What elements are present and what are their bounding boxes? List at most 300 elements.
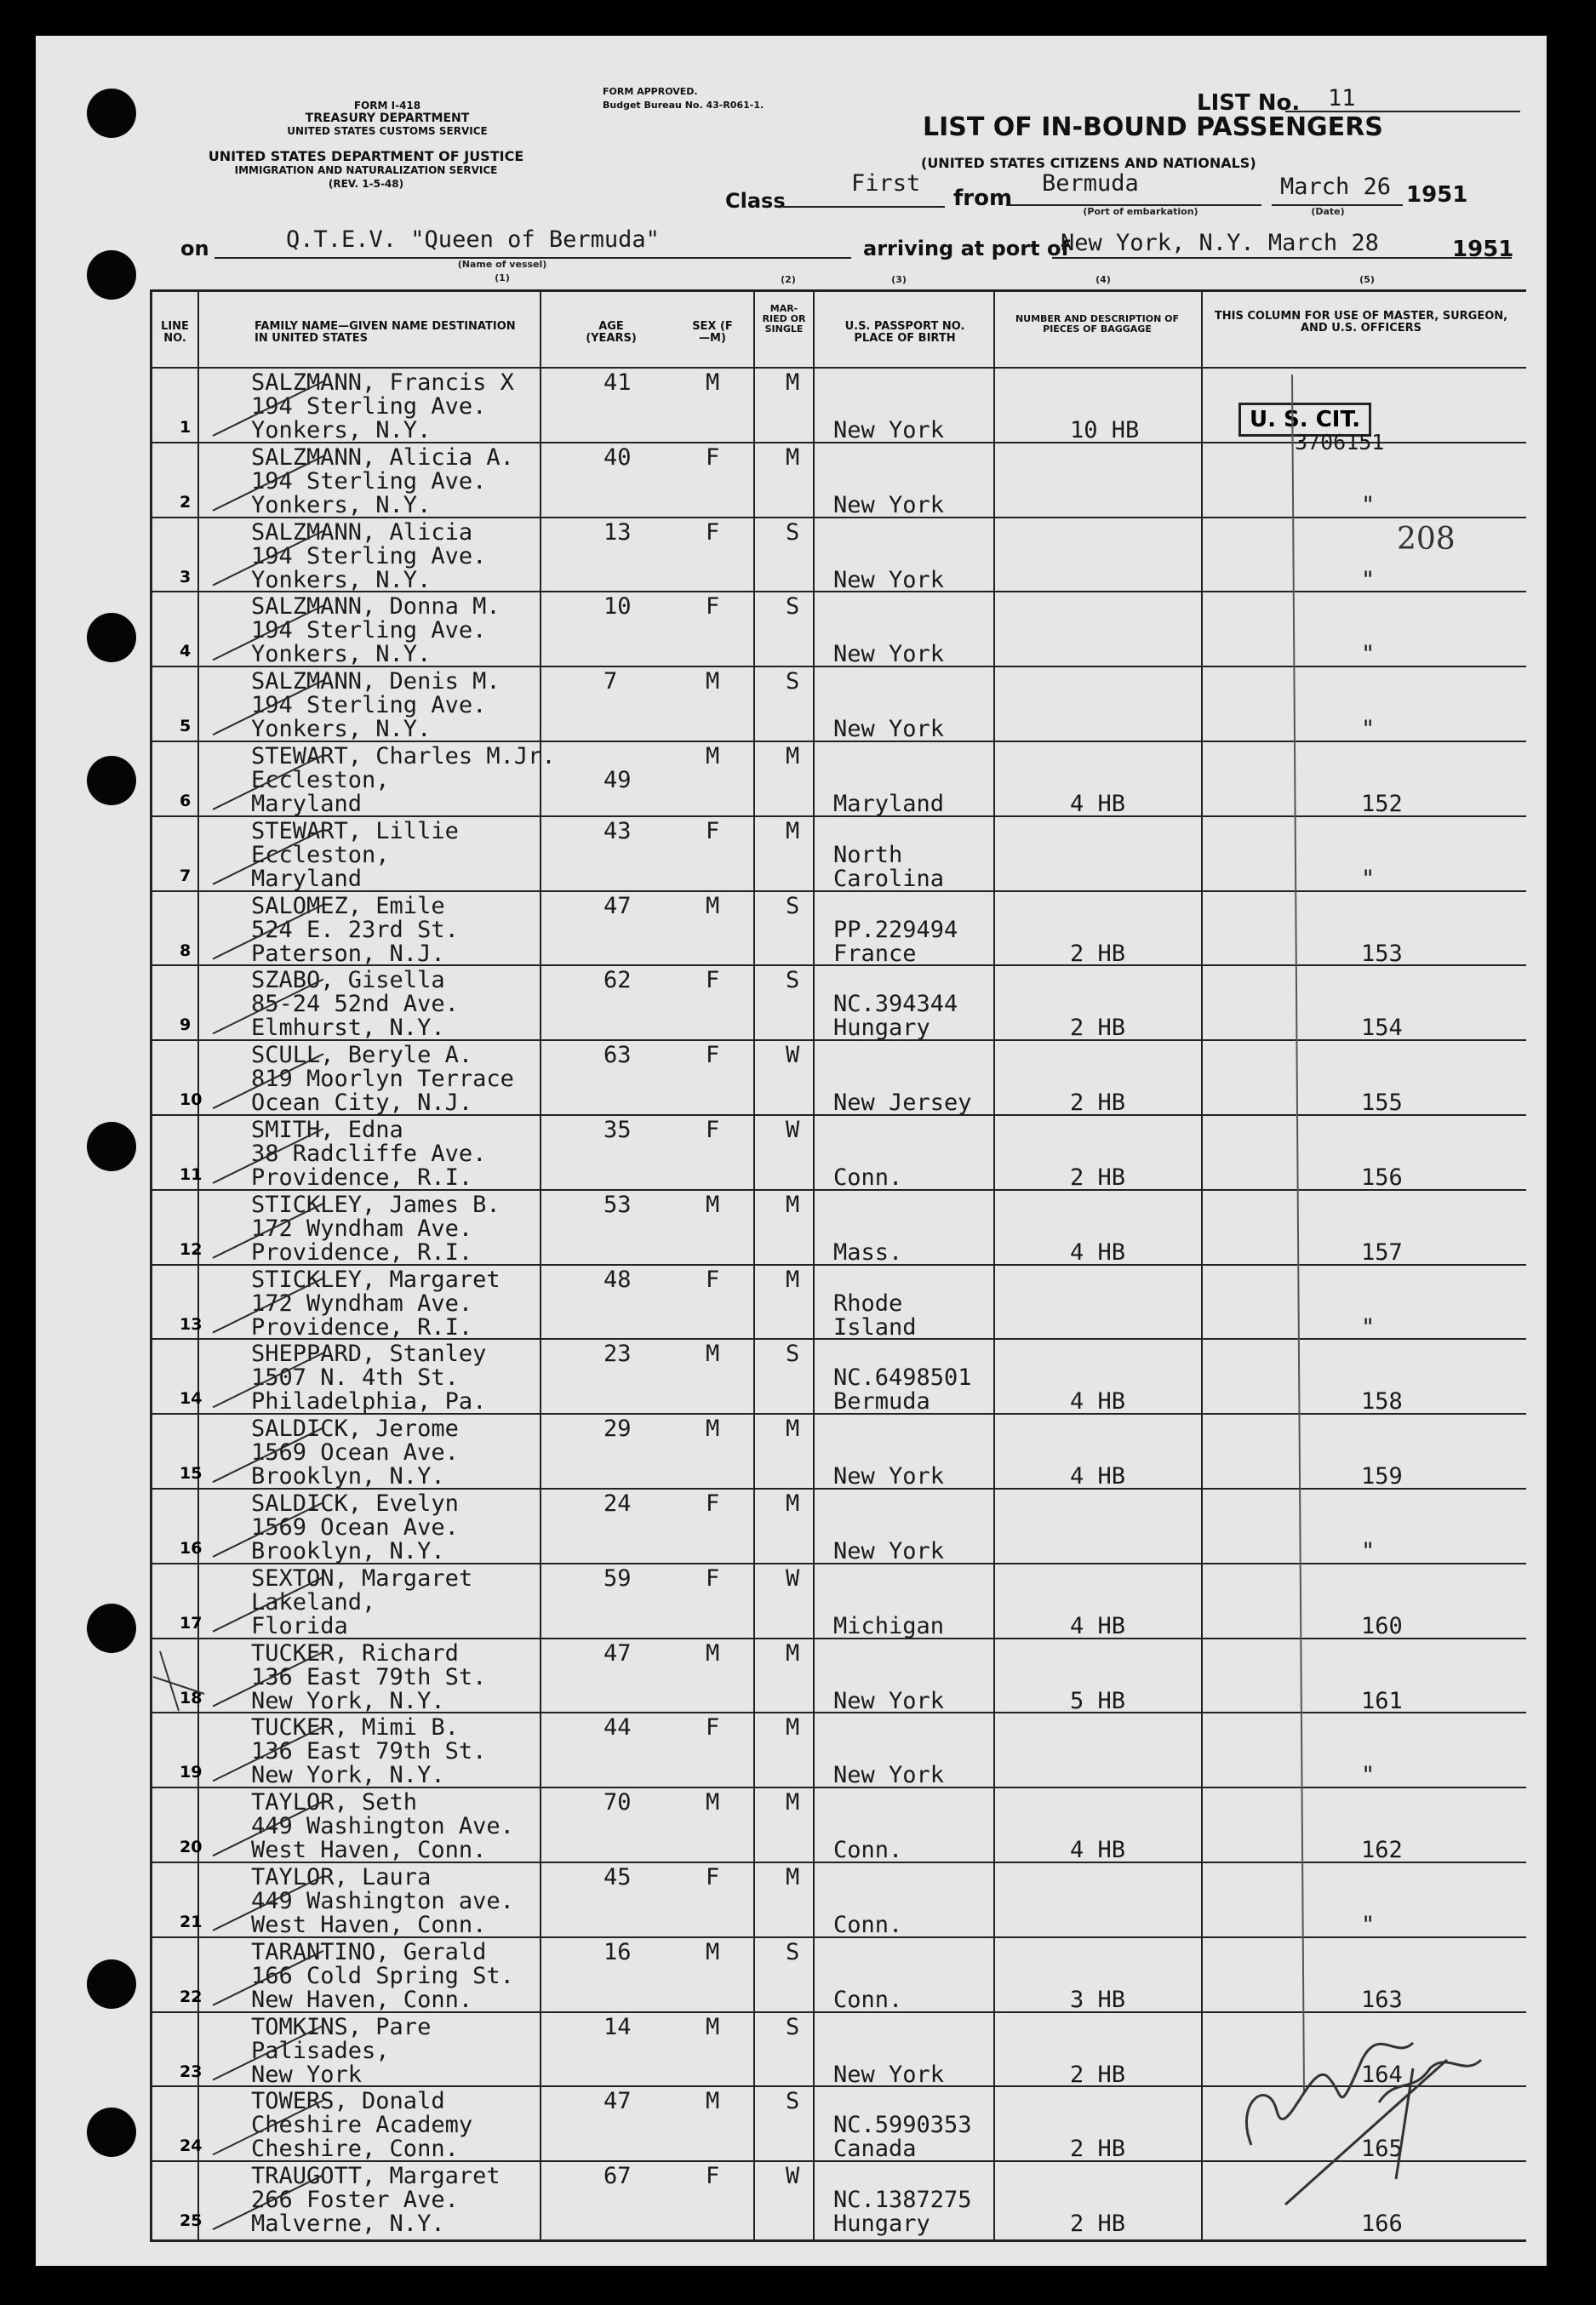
list-no-value: 11 bbox=[1328, 85, 1356, 112]
passenger-age: 35 bbox=[604, 1117, 632, 1143]
baggage: 2 HB bbox=[1070, 2061, 1126, 2088]
passenger-name: SALZMANN, Alicia bbox=[251, 518, 473, 546]
line-number: 6 bbox=[180, 792, 192, 810]
passenger-sex: M bbox=[706, 1341, 720, 1368]
passenger-city: Providence, R.I. bbox=[251, 1238, 473, 1266]
check-stroke bbox=[213, 830, 323, 884]
check-stroke bbox=[213, 381, 323, 436]
marital-status: M bbox=[786, 1864, 800, 1890]
passenger-age: 14 bbox=[604, 2013, 632, 2040]
passenger-address: 524 E. 23rd St. bbox=[251, 916, 459, 943]
passenger-age: 45 bbox=[604, 1864, 632, 1890]
date-value: March 26 bbox=[1280, 174, 1392, 200]
passenger-name: SALZMANN, Francis X bbox=[251, 369, 514, 396]
passenger-city: Yonkers, N.Y. bbox=[251, 491, 432, 518]
passenger-age: 53 bbox=[604, 1191, 632, 1218]
marital-status: M bbox=[786, 1714, 800, 1742]
vessel-name: Q.T.E.V. "Queen of Bermuda" bbox=[286, 226, 660, 253]
baggage: 2 HB bbox=[1070, 940, 1126, 967]
officer-number: " bbox=[1361, 716, 1376, 743]
passenger-address: 85-24 52nd Ave. bbox=[251, 991, 459, 1018]
line-number: 9 bbox=[180, 1015, 192, 1035]
marital-status: M bbox=[786, 1490, 800, 1517]
passenger-city: New York bbox=[251, 2061, 363, 2088]
immigration-service: IMMIGRATION AND NATURALIZATION SERVICE bbox=[234, 164, 498, 176]
passenger-sex: F bbox=[706, 1564, 720, 1592]
baggage: 3 HB bbox=[1070, 1986, 1126, 2013]
col-head-age: AGE (YEARS) bbox=[586, 320, 637, 346]
passenger-age: 47 bbox=[604, 892, 632, 919]
passenger-city: Brooklyn, N.Y. bbox=[251, 1463, 445, 1490]
line-number: 22 bbox=[180, 1987, 203, 2006]
passenger-name: SALZMANN, Denis M. bbox=[251, 668, 501, 695]
passenger-address: 166 Cold Spring St. bbox=[251, 1962, 514, 1989]
passenger-age: 16 bbox=[604, 1938, 632, 1965]
baggage: 2 HB bbox=[1070, 2211, 1126, 2238]
class-label: Class bbox=[725, 189, 786, 213]
arrival-year: 1951 bbox=[1452, 237, 1514, 262]
officer-number: " bbox=[1361, 566, 1376, 593]
check-stroke bbox=[213, 1876, 323, 1930]
col-head-sex: SEX (F—M) bbox=[692, 320, 733, 346]
passenger-age: 48 bbox=[604, 1266, 632, 1293]
marital-status: M bbox=[786, 817, 800, 844]
passenger-age: 43 bbox=[604, 817, 632, 844]
officer-number: 165 bbox=[1361, 2136, 1403, 2163]
place-of-birth: France bbox=[833, 940, 917, 967]
col-head-officers: THIS COLUMN FOR USE OF MASTER, SURGEON, AND U.S. OFFICERS bbox=[1214, 310, 1508, 335]
place-of-birth: New York bbox=[833, 1538, 945, 1564]
passenger-age: 29 bbox=[604, 1416, 632, 1443]
line-number: 16 bbox=[180, 1539, 203, 1558]
marital-status: S bbox=[786, 518, 800, 546]
passenger-sex: F bbox=[706, 1266, 720, 1293]
officer-number: 155 bbox=[1361, 1090, 1403, 1117]
officer-number: " bbox=[1361, 1538, 1376, 1564]
check-stroke bbox=[213, 1502, 323, 1557]
passenger-address: 172 Wyndham Ave. bbox=[251, 1290, 473, 1317]
form-title: LIST OF IN-BOUND PASSENGERS bbox=[923, 112, 1383, 142]
passenger-sex: M bbox=[706, 369, 720, 396]
marital-status: M bbox=[786, 743, 800, 769]
check-stroke bbox=[213, 1353, 323, 1407]
officer-number: " bbox=[1361, 1313, 1376, 1341]
line-number: 19 bbox=[180, 1763, 203, 1782]
place-of-birth: Maryland bbox=[833, 791, 945, 817]
check-stroke bbox=[213, 2175, 323, 2229]
place-of-birth: New York bbox=[833, 566, 945, 593]
marital-status: M bbox=[786, 1639, 800, 1667]
passenger-city: Ocean City, N.J. bbox=[251, 1090, 473, 1117]
place-of-birth: Carolina bbox=[833, 865, 945, 892]
passenger-city: Yonkers, N.Y. bbox=[251, 566, 432, 593]
check-stroke bbox=[213, 979, 323, 1033]
passenger-sex: F bbox=[706, 1042, 720, 1069]
passenger-name: TOMKINS, Pare bbox=[251, 2013, 432, 2040]
check-stroke bbox=[213, 1652, 323, 1707]
passenger-age: 63 bbox=[604, 1042, 632, 1069]
passenger-city: Elmhurst, N.Y. bbox=[251, 1015, 445, 1042]
passenger-age: 24 bbox=[604, 1490, 632, 1517]
passenger-city: New York, N.Y. bbox=[251, 1687, 445, 1714]
place-of-birth: Bermuda bbox=[833, 1388, 930, 1416]
passenger-city: Yonkers, N.Y. bbox=[251, 417, 432, 443]
passenger-sex: M bbox=[706, 2013, 720, 2040]
passenger-age: 41 bbox=[604, 369, 632, 396]
check-stroke bbox=[213, 1427, 323, 1482]
passenger-age: 47 bbox=[604, 1639, 632, 1667]
baggage: 4 HB bbox=[1070, 1837, 1126, 1864]
check-stroke bbox=[213, 1129, 323, 1183]
class-value: First bbox=[851, 170, 921, 197]
baggage: 2 HB bbox=[1070, 2136, 1126, 2163]
passenger-name: SALZMANN, Donna M. bbox=[251, 593, 501, 621]
officer-number: " bbox=[1361, 1912, 1376, 1938]
passenger-sex: F bbox=[706, 1117, 720, 1143]
passenger-name: STEWART, Lillie bbox=[251, 817, 459, 844]
page-number: 208 bbox=[1397, 522, 1456, 557]
marital-status: M bbox=[786, 1266, 800, 1293]
officer-number: 154 bbox=[1361, 1015, 1403, 1042]
line-number: 7 bbox=[180, 866, 192, 885]
check-stroke bbox=[213, 2026, 323, 2080]
passenger-city: Yonkers, N.Y. bbox=[251, 641, 432, 668]
line-number: 21 bbox=[180, 1913, 203, 1931]
passenger-city: West Haven, Conn. bbox=[251, 1837, 487, 1864]
line-number: 15 bbox=[180, 1464, 203, 1484]
passenger-age: 62 bbox=[604, 967, 632, 994]
passport-number: NC.1387275 bbox=[833, 2187, 972, 2214]
place-of-birth: New York bbox=[833, 2061, 945, 2088]
baggage: 2 HB bbox=[1070, 1090, 1126, 1117]
passenger-address: 194 Sterling Ave. bbox=[251, 467, 487, 495]
passenger-name: TUCKER, Richard bbox=[251, 1639, 459, 1667]
place-of-birth: New York bbox=[833, 1463, 945, 1490]
line-number: 4 bbox=[180, 642, 192, 661]
passport-number: PP.229494 bbox=[833, 916, 958, 943]
passenger-sex: F bbox=[706, 518, 720, 546]
from-label: from bbox=[953, 186, 1013, 211]
marital-status: S bbox=[786, 668, 800, 695]
passenger-address: 172 Wyndham Ave. bbox=[251, 1215, 473, 1242]
line-number: 18 bbox=[180, 1688, 203, 1707]
check-stroke bbox=[213, 605, 323, 660]
marital-status: M bbox=[786, 1191, 800, 1218]
passenger-name: SHEPPARD, Stanley bbox=[251, 1341, 487, 1368]
line-number: 2 bbox=[180, 492, 192, 512]
col-head-name: FAMILY NAME—GIVEN NAME DESTINATION IN UNITED STATES bbox=[255, 320, 516, 346]
col-1-number: (1) bbox=[495, 272, 510, 283]
passport-number: NC.394344 bbox=[833, 991, 958, 1018]
passenger-address: 38 Radcliffe Ave. bbox=[251, 1141, 487, 1167]
baggage: 4 HB bbox=[1070, 1238, 1126, 1266]
passenger-city: Paterson, N.J. bbox=[251, 940, 445, 967]
passenger-address: 449 Washington ave. bbox=[251, 1888, 514, 1914]
marital-status: M bbox=[786, 1789, 800, 1816]
check-stroke bbox=[213, 1577, 323, 1632]
place-of-birth: Canada bbox=[833, 2136, 917, 2163]
passenger-sex: M bbox=[706, 1639, 720, 1667]
officer-number: 152 bbox=[1361, 791, 1403, 817]
baggage: 4 HB bbox=[1070, 1463, 1126, 1490]
place-of-birth: Michigan bbox=[833, 1612, 945, 1639]
form-revision: (REV. 1-5-48) bbox=[328, 178, 404, 190]
marital-status: S bbox=[786, 967, 800, 994]
passenger-name: SALOMEZ, Emile bbox=[251, 892, 445, 919]
line-number: 5 bbox=[180, 717, 192, 736]
passenger-sex: F bbox=[706, 817, 720, 844]
list-no-label: LIST No. bbox=[1197, 90, 1301, 116]
treasury-dept: TREASURY DEPARTMENT bbox=[305, 112, 470, 125]
passenger-sex: F bbox=[706, 443, 720, 471]
passenger-age: 7 bbox=[604, 668, 618, 695]
passenger-name: TUCKER, Mimi B. bbox=[251, 1714, 459, 1742]
passenger-name: TRAUGOTT, Margaret bbox=[251, 2163, 501, 2190]
passenger-address: Eccleston, bbox=[251, 767, 390, 793]
col-2-number: (2) bbox=[781, 274, 796, 285]
place-of-birth: New York bbox=[833, 1687, 945, 1714]
passenger-address: 1569 Ocean Ave. bbox=[251, 1514, 459, 1541]
justice-dept: UNITED STATES DEPARTMENT OF JUSTICE bbox=[208, 148, 524, 164]
officer-number: 153 bbox=[1361, 940, 1403, 967]
passenger-city: Yonkers, N.Y. bbox=[251, 716, 432, 743]
line-number: 1 bbox=[180, 418, 192, 437]
line-number: 11 bbox=[180, 1165, 203, 1184]
col-5-number: (5) bbox=[1359, 274, 1375, 285]
col-3-number: (3) bbox=[891, 274, 907, 285]
officer-number: 164 bbox=[1361, 2061, 1403, 2088]
marital-status: W bbox=[786, 1117, 800, 1143]
place-of-birth: New Jersey bbox=[833, 1090, 972, 1117]
passenger-age: 13 bbox=[604, 518, 632, 546]
passenger-city: Maryland bbox=[251, 865, 363, 892]
officer-number: " bbox=[1361, 1762, 1376, 1789]
officer-number: " bbox=[1361, 865, 1376, 892]
passenger-age: 44 bbox=[604, 1714, 632, 1742]
place-of-birth: Conn. bbox=[833, 1164, 903, 1191]
passenger-city: Providence, R.I. bbox=[251, 1164, 473, 1191]
passenger-name: SALZMANN, Alicia A. bbox=[251, 443, 514, 471]
form-approved: FORM APPROVED. bbox=[603, 86, 698, 97]
baggage: 4 HB bbox=[1070, 791, 1126, 817]
passenger-city: Brooklyn, N.Y. bbox=[251, 1538, 445, 1564]
place-of-birth: Island bbox=[833, 1313, 917, 1341]
passenger-sex: M bbox=[706, 2088, 720, 2115]
passenger-city: Maryland bbox=[251, 791, 363, 817]
passenger-city: Malverne, N.Y. bbox=[251, 2211, 445, 2238]
place-of-birth: New York bbox=[833, 417, 945, 443]
passenger-name: SEXTON, Margaret bbox=[251, 1564, 473, 1592]
passport-number: Rhode bbox=[833, 1290, 903, 1317]
col-head-line: LINE NO. bbox=[161, 320, 189, 346]
place-of-birth: Conn. bbox=[833, 1986, 903, 2013]
line-number: 20 bbox=[180, 1838, 203, 1857]
passenger-address: 266 Foster Ave. bbox=[251, 2187, 459, 2214]
passenger-name: TOWERS, Donald bbox=[251, 2088, 445, 2115]
passenger-age: 23 bbox=[604, 1341, 632, 1368]
passenger-address: 136 East 79th St. bbox=[251, 1663, 487, 1690]
check-stroke bbox=[213, 456, 323, 511]
passenger-address: 449 Washington Ave. bbox=[251, 1813, 514, 1840]
line-number: 3 bbox=[180, 567, 192, 586]
passenger-city: Providence, R.I. bbox=[251, 1313, 473, 1341]
passport-number: North bbox=[833, 841, 903, 868]
check-stroke bbox=[213, 1278, 323, 1333]
baggage: 10 HB bbox=[1070, 417, 1140, 443]
passenger-name: SALDICK, Evelyn bbox=[251, 1490, 459, 1517]
check-stroke bbox=[213, 905, 323, 959]
passenger-sex: M bbox=[706, 892, 720, 919]
form-subtitle: (UNITED STATES CITIZENS AND NATIONALS) bbox=[921, 155, 1256, 171]
passenger-sex: M bbox=[706, 668, 720, 695]
check-stroke bbox=[213, 1801, 323, 1856]
place-of-birth: New York bbox=[833, 716, 945, 743]
passenger-address: Eccleston, bbox=[251, 841, 390, 868]
passenger-sex: F bbox=[706, 593, 720, 621]
officer-number: 156 bbox=[1361, 1164, 1403, 1191]
marital-status: S bbox=[786, 892, 800, 919]
budget-bureau: Budget Bureau No. 43-R061-1. bbox=[603, 100, 764, 111]
passport-number: NC.6498501 bbox=[833, 1364, 972, 1392]
line-number: 25 bbox=[180, 2211, 203, 2231]
marital-status: S bbox=[786, 1938, 800, 1965]
passenger-age: 49 bbox=[604, 767, 632, 793]
baggage: 2 HB bbox=[1070, 1164, 1126, 1191]
place-of-birth: Conn. bbox=[833, 1912, 903, 1938]
officer-number: 166 bbox=[1361, 2211, 1403, 2238]
baggage: 4 HB bbox=[1070, 1388, 1126, 1416]
us-citizen-stamp: U. S. CIT. bbox=[1238, 403, 1371, 437]
line-number: 10 bbox=[180, 1090, 203, 1110]
passenger-address: 1507 N. 4th St. bbox=[251, 1364, 459, 1392]
baggage: 4 HB bbox=[1070, 1612, 1126, 1639]
baggage: 2 HB bbox=[1070, 1015, 1126, 1042]
officer-number: 163 bbox=[1361, 1986, 1403, 2013]
marital-status: S bbox=[786, 1341, 800, 1368]
passenger-sex: F bbox=[706, 2163, 720, 2190]
passenger-name: STEWART, Charles M.Jr. bbox=[251, 743, 556, 769]
officer-number: 159 bbox=[1361, 1463, 1403, 1490]
marital-status: M bbox=[786, 1416, 800, 1443]
passenger-name: TAYLOR, Seth bbox=[251, 1789, 418, 1816]
passenger-address: 194 Sterling Ave. bbox=[251, 617, 487, 644]
passenger-age: 59 bbox=[604, 1564, 632, 1592]
customs-service: UNITED STATES CUSTOMS SERVICE bbox=[287, 125, 488, 137]
place-of-birth: New York bbox=[833, 1762, 945, 1789]
passenger-sex: M bbox=[706, 1416, 720, 1443]
officer-number: 157 bbox=[1361, 1238, 1403, 1266]
passenger-address: 194 Sterling Ave. bbox=[251, 393, 487, 420]
passenger-address: 194 Sterling Ave. bbox=[251, 542, 487, 569]
officer-number: " bbox=[1361, 491, 1376, 518]
passenger-age: 40 bbox=[604, 443, 632, 471]
col-head-birth: U.S. PASSPORT NO. PLACE OF BIRTH bbox=[844, 320, 965, 346]
place-of-birth: Hungary bbox=[833, 1015, 930, 1042]
officer-number: 162 bbox=[1361, 1837, 1403, 1864]
marital-status: S bbox=[786, 2013, 800, 2040]
certificate-number: 3706151 bbox=[1295, 430, 1385, 455]
marital-status: S bbox=[786, 2088, 800, 2115]
passenger-address: Palisades, bbox=[251, 2037, 390, 2064]
line-number: 24 bbox=[180, 2136, 203, 2156]
marital-status: W bbox=[786, 1564, 800, 1592]
place-of-birth: New York bbox=[833, 641, 945, 668]
passenger-age: 70 bbox=[604, 1789, 632, 1816]
passenger-address: Lakeland, bbox=[251, 1588, 376, 1616]
arriving-label: arriving at port of bbox=[863, 237, 1070, 260]
place-of-birth: New York bbox=[833, 491, 945, 518]
passenger-name: SALDICK, Jerome bbox=[251, 1416, 459, 1443]
check-stroke bbox=[213, 680, 323, 735]
officer-number: " bbox=[1361, 641, 1376, 668]
marital-status: S bbox=[786, 593, 800, 621]
passport-number: NC.5990353 bbox=[833, 2112, 972, 2139]
officer-number: 160 bbox=[1361, 1612, 1403, 1639]
line-number: 12 bbox=[180, 1239, 203, 1259]
passenger-name: TAYLOR, Laura bbox=[251, 1864, 432, 1890]
passenger-sex: M bbox=[706, 1191, 720, 1218]
place-of-birth: Hungary bbox=[833, 2211, 930, 2238]
line-number: 13 bbox=[180, 1314, 203, 1334]
check-stroke bbox=[213, 1726, 323, 1781]
passenger-age: 47 bbox=[604, 2088, 632, 2115]
passenger-name: TARANTINO, Gerald bbox=[251, 1938, 487, 1965]
date-caption: (Date) bbox=[1311, 206, 1345, 217]
passenger-city: New York, N.Y. bbox=[251, 1762, 445, 1789]
col-head-married: MAR-RIED OR SINGLE bbox=[762, 303, 806, 335]
passenger-address: Cheshire Academy bbox=[251, 2112, 473, 2139]
check-stroke bbox=[213, 531, 323, 586]
line-number: 17 bbox=[180, 1613, 203, 1633]
passenger-sex: F bbox=[706, 1864, 720, 1890]
place-of-birth: Mass. bbox=[833, 1238, 903, 1266]
marital-status: M bbox=[786, 443, 800, 471]
passenger-sex: M bbox=[706, 1789, 720, 1816]
passenger-sex: M bbox=[706, 743, 720, 769]
passenger-name: STICKLEY, Margaret bbox=[251, 1266, 501, 1293]
from-value: Bermuda bbox=[1042, 170, 1139, 197]
col-head-baggage: NUMBER AND DESCRIPTION OF PIECES OF BAGGAGE bbox=[1015, 313, 1180, 335]
passenger-sex: F bbox=[706, 1714, 720, 1742]
officer-number: 158 bbox=[1361, 1388, 1403, 1416]
check-stroke bbox=[213, 755, 323, 809]
arrival-port-date: New York, N.Y. March 28 bbox=[1061, 230, 1379, 256]
passenger-name: SZABO, Gisella bbox=[251, 967, 445, 994]
passenger-name: SCULL, Beryle A. bbox=[251, 1042, 473, 1069]
passenger-name: STICKLEY, James B. bbox=[251, 1191, 501, 1218]
check-stroke bbox=[213, 1054, 323, 1108]
check-stroke bbox=[213, 2100, 323, 2154]
passenger-address: 194 Sterling Ave. bbox=[251, 692, 487, 719]
passenger-name: SMITH, Edna bbox=[251, 1117, 403, 1143]
marital-status: W bbox=[786, 2163, 800, 2190]
check-stroke bbox=[213, 1204, 323, 1258]
officer-number: 161 bbox=[1361, 1687, 1403, 1714]
passenger-address: 136 East 79th St. bbox=[251, 1738, 487, 1765]
passenger-city: Philadelphia, Pa. bbox=[251, 1388, 487, 1416]
check-stroke bbox=[213, 1951, 323, 2005]
passenger-sex: F bbox=[706, 967, 720, 994]
passenger-sex: M bbox=[706, 1938, 720, 1965]
passenger-address: 819 Moorlyn Terrace bbox=[251, 1066, 514, 1093]
passenger-city: Florida bbox=[251, 1612, 348, 1639]
baggage: 5 HB bbox=[1070, 1687, 1126, 1714]
passenger-city: Cheshire, Conn. bbox=[251, 2136, 459, 2163]
passenger-city: New Haven, Conn. bbox=[251, 1986, 473, 2013]
line-number: 23 bbox=[180, 2062, 203, 2081]
marital-status: W bbox=[786, 1042, 800, 1069]
line-number: 14 bbox=[180, 1389, 203, 1409]
